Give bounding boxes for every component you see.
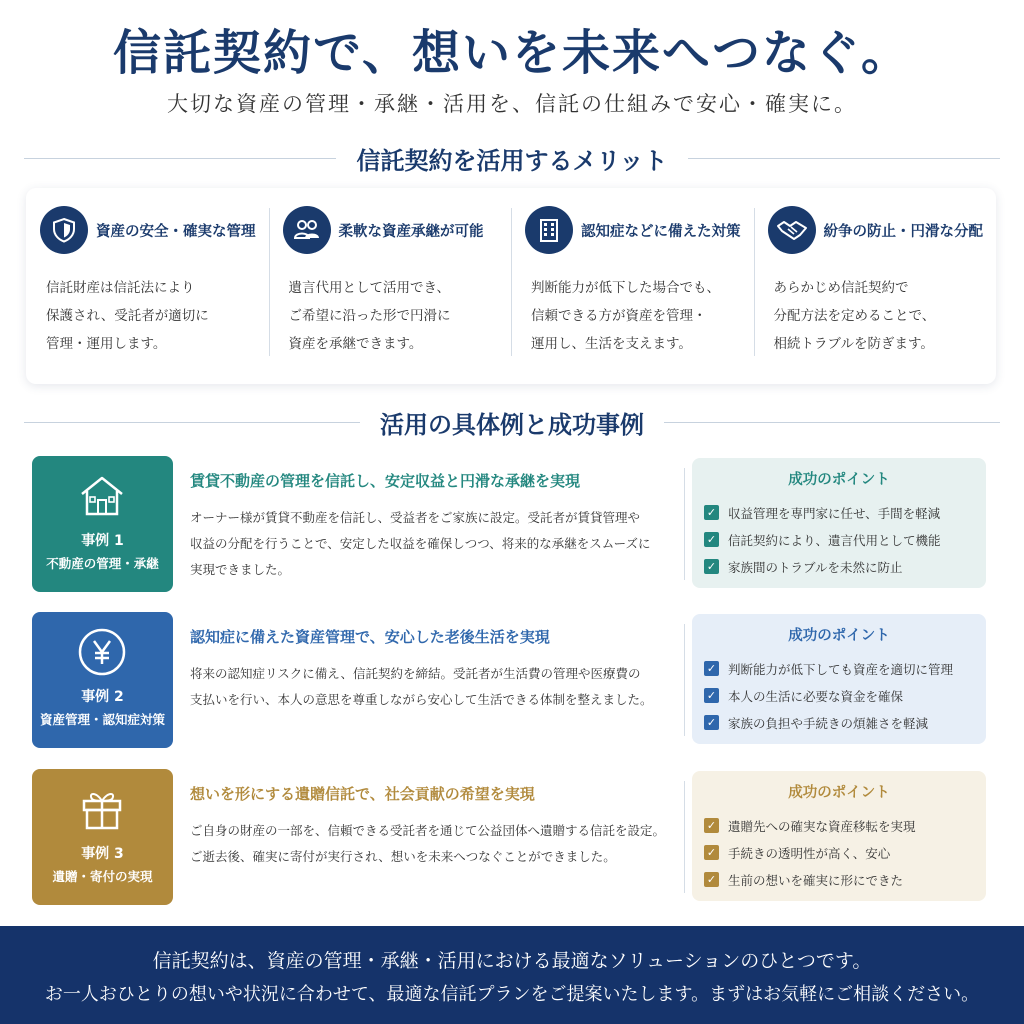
- gift-icon: [76, 783, 128, 835]
- success-point: [704, 682, 986, 709]
- merit-card-dispute: [754, 188, 997, 384]
- success-point: [704, 655, 986, 682]
- case-category: 遺贈・寄付の実現: [52, 869, 153, 884]
- case-title: 認知症に備えた資産管理で、安心した老後生活を実現: [190, 628, 550, 646]
- merit-text: 遺言代用として活用でき、 ご希望に沿った形で円滑に 資産を承継できます。: [288, 280, 451, 352]
- success-point-text: 家族間のトラブルを未然に防止: [728, 559, 903, 575]
- merit-card-security: [26, 188, 269, 384]
- success-point: [704, 709, 986, 736]
- case-category: 不動産の管理・承継: [46, 556, 159, 571]
- merits-section-title: 信託契約を活用するメリット: [356, 145, 668, 175]
- shield-icon: [40, 206, 88, 254]
- merit-title: 認知症などに備えた対策: [581, 223, 741, 240]
- checkbox-icon: ✓: [704, 688, 719, 703]
- success-points-box: [692, 614, 986, 744]
- checkbox-icon: ✓: [704, 872, 719, 887]
- case-description: 将来の認知症リスクに備え、信託契約を締結。受託者が生活費の管理や医療費の 支払いを行い、本人の意思を尊重しながら安心して生活できる体制を整えました。: [190, 666, 653, 707]
- case-category: 資産管理・認知症対策: [39, 712, 165, 727]
- merit-text: あらかじめ信託契約で 分配方法を定めることで、 相続トラブルを防ぎます。: [773, 280, 936, 352]
- case-number: 事例 1: [81, 533, 124, 549]
- checkbox-icon: ✓: [704, 661, 719, 676]
- heading-rule-left: [24, 422, 360, 423]
- merit-title: 紛争の防止・円滑な分配: [823, 223, 983, 240]
- success-points-box: [692, 458, 986, 588]
- merit-title: 資産の安全・確実な管理: [96, 223, 256, 240]
- merit-card-dementia: [511, 188, 754, 384]
- case-divider: [684, 781, 685, 893]
- checkbox-icon: ✓: [704, 715, 719, 730]
- checkbox-icon: ✓: [704, 845, 719, 860]
- success-point-text: 生前の想いを確実に形にできた: [728, 872, 904, 888]
- case-number: 事例 3: [81, 846, 124, 862]
- yen-icon: [76, 626, 128, 678]
- merits-section-heading: [24, 138, 1000, 178]
- building-icon: [525, 206, 573, 254]
- checkbox-icon: ✓: [704, 818, 719, 833]
- success-point-text: 収益管理を専門家に任せ、手間を軽減: [728, 505, 941, 521]
- success-point: [704, 526, 986, 553]
- success-point: [704, 839, 986, 866]
- success-points-title: 成功のポイント: [788, 785, 890, 801]
- success-points-title: 成功のポイント: [788, 472, 890, 488]
- footer-message: 信託契約は、資産の管理・承継・活用における最適なソリューションのひとつです。: [152, 950, 872, 972]
- heading-rule-right: [688, 158, 1000, 159]
- success-point-text: 判断能力が低下しても資産を適切に管理: [728, 661, 954, 677]
- success-point-text: 家族の負担や手続きの煩雑さを軽減: [728, 715, 929, 731]
- case-title: 想いを形にする遺贈信託で、社会貢献の希望を実現: [190, 785, 535, 803]
- success-point-text: 本人の生活に必要な資金を確保: [728, 688, 904, 704]
- page-headline: 信託契約で、想いを未来へつなぐ。: [112, 25, 912, 81]
- page-subheadline: 大切な資産の管理・承継・活用を、信託の仕組みで安心・確実に。: [167, 92, 857, 116]
- success-point: [704, 553, 986, 580]
- merit-title: 柔軟な資産承継が可能: [338, 223, 484, 240]
- checkbox-icon: ✓: [704, 559, 719, 574]
- case-number: 事例 2: [81, 689, 124, 705]
- checkbox-icon: ✓: [704, 505, 719, 520]
- success-point: [704, 812, 986, 839]
- case-description: ご自身の財産の一部を、信頼できる受託者を通じて公益団体へ遺贈する信託を設定。 ご逝去後、確実に寄付が実行され、想いを未来へつなぐことができました。: [190, 823, 666, 864]
- heading-rule-right: [664, 422, 1000, 423]
- success-point-text: 手続きの透明性が高く、安心: [728, 845, 891, 861]
- success-point-text: 信託契約により、遺言代用として機能: [728, 532, 941, 548]
- case-title: 賃貸不動産の管理を信託し、安定収益と円滑な承継を実現: [190, 472, 581, 490]
- case-badge: [32, 769, 173, 905]
- merit-text: 信託財産は信託法により 保護され、受託者が適切に 管理・運用します。: [46, 280, 209, 352]
- cases-section-heading: [24, 402, 1000, 442]
- case-card-bequest: [32, 769, 988, 905]
- heading-rule-left: [24, 158, 336, 159]
- success-point-text: 遺贈先への確実な資産移転を実現: [728, 818, 916, 834]
- house-icon: [76, 470, 128, 522]
- case-description: オーナー様が賃貸不動産を信託し、受益者をご家族に設定。受託者が賃貸管理や 収益の分配を行うことで、安定した収益を確保しつつ、将来的な承継をスムーズに 実現できました。: [190, 510, 651, 577]
- case-divider: [684, 468, 685, 580]
- footer-call-to-action: お一人おひとりの想いや状況に合わせて、最適な信託プランをご提案いたします。まずはお気軽にご相談ください。: [44, 984, 980, 1005]
- case-card-dementia: [32, 612, 988, 748]
- success-point: [704, 499, 986, 526]
- merits-panel: [26, 188, 996, 384]
- merit-text: 判断能力が低下した場合でも、 信頼できる方が資産を管理・ 運用し、生活を支えます。: [531, 280, 720, 352]
- success-point: [704, 866, 986, 893]
- case-divider: [684, 624, 685, 736]
- cases-section-title: 活用の具体例と成功事例: [380, 409, 644, 439]
- people-icon: [283, 206, 331, 254]
- checkbox-icon: ✓: [704, 532, 719, 547]
- merit-card-succession: [269, 188, 512, 384]
- success-points-title: 成功のポイント: [788, 628, 890, 644]
- case-badge: [32, 456, 173, 592]
- footer-banner: [0, 926, 1024, 1024]
- case-badge: [32, 612, 173, 748]
- case-card-real-estate: [32, 456, 988, 592]
- handshake-icon: [768, 206, 816, 254]
- success-points-box: [692, 771, 986, 901]
